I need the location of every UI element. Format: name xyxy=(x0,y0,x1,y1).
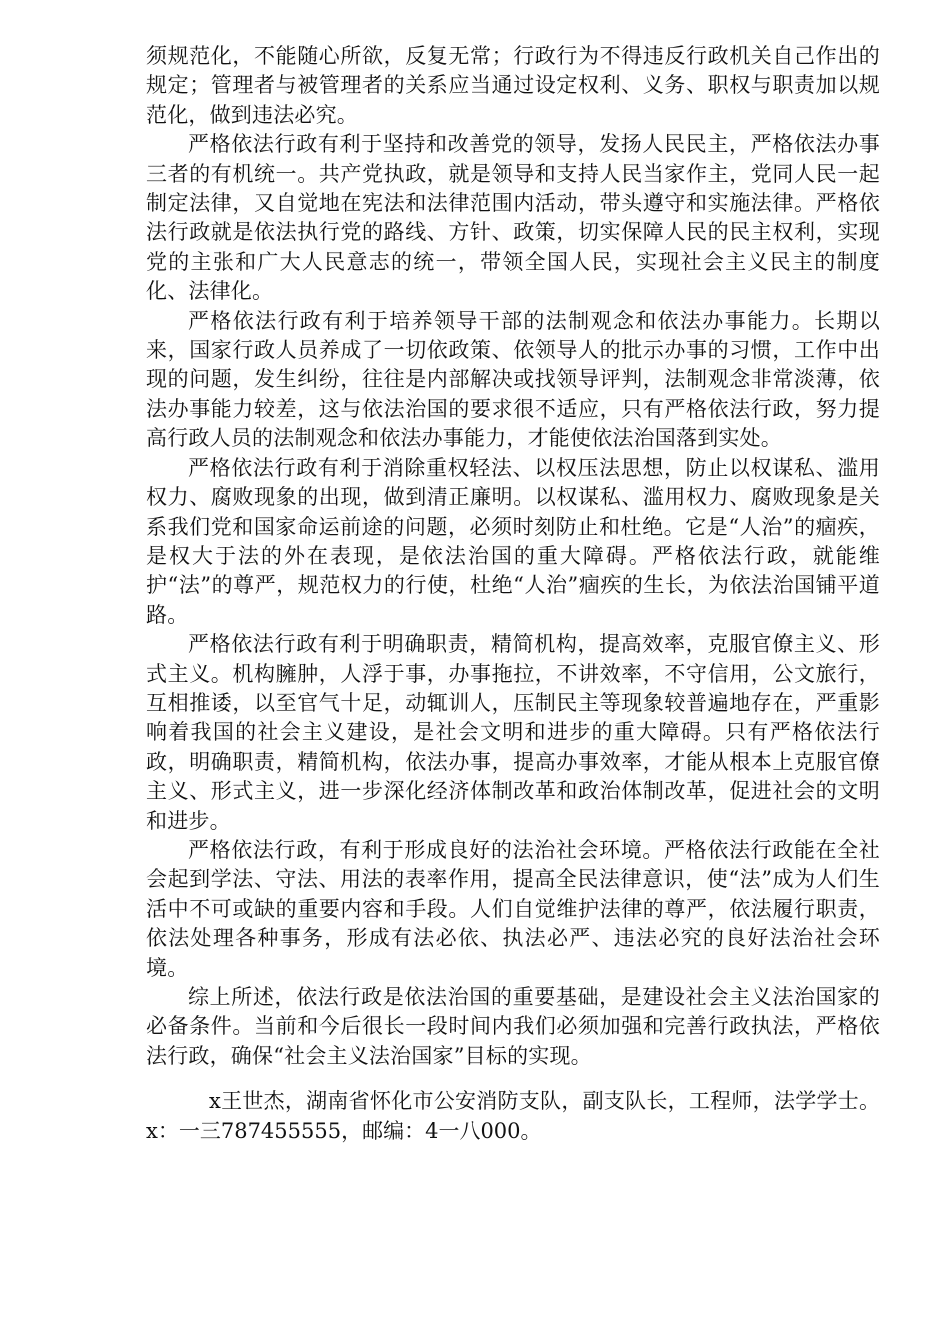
paragraph-anti-corruption: 严格依法行政有利于消除重权轻法、以权压法思想，防止以权谋私、滥用权力、腐败现象的出现，做到清正廉明。以权谋私、滥用权力、腐败现象是关系我们党和国家命运前途的问题，必须时刻防止和杜绝。它是“人治”的痼疾，是权大于法的外在表现，是依法治国的重大障碍。严格依法行政，就能维护“法”的尊严，规范权力的行使，杜绝“人治”痼疾的生长，为依法治国铺平道路。 xyxy=(146,455,880,627)
paragraph-legal-awareness: 严格依法行政有利于培养领导干部的法制观念和依法办事能力。长期以来，国家行政人员养成了一切依政策、依领导人的批示办事的习惯，工作中出现的问题，发生纠纷，往往是内部解决或找领导评判，法制观念非常淡薄，依法办事能力较差，这与依法治国的要求很不适应，只有严格依法行政，努力提高行政人员的法制观念和依法办事能力，才能使依法治国落到实处。 xyxy=(146,308,880,451)
document-page xyxy=(146,42,880,1146)
paragraph-continuation: 须规范化，不能随心所欲，反复无常；行政行为不得违反行政机关自己作出的规定；管理者与被管理者的关系应当通过设定权利、义务、职权与职责加以规范化，做到违法必究。 xyxy=(146,44,880,127)
paragraph-efficiency: 严格依法行政有利于明确职责，精简机构，提高效率，克服官僚主义、形式主义。机构臃肿，人浮于事，办事拖拉，不讲效率，不守信用，公文旅行，互相推诿，以至官气十足，动辄训人，压制民主等现象较普遍地存在，严重影响着我国的社会主义建设，是社会文明和进步的重大障碍。只有严格依法行政，明确职责，精简机构，依法办事，提高办事效率，才能从根本上克服官僚主义、形式主义，进一步深化经济体制改革和政治体制改革，促进社会的文明和进步。 xyxy=(146,632,880,833)
paragraph-social-environment: 严格依法行政，有利于形成良好的法治社会环境。严格依法行政能在全社会起到学法、守法、用法的表率作用，提高全民法律意识，使“法”成为人们生活中不可或缺的重要内容和手段。人们自觉维护法律的尊严，依法履行职责，依法处理各种事务，形成有法必依、执法必严、违法必究的良好法治社会环境。 xyxy=(146,837,880,980)
paragraph-party-leadership: 严格依法行政有利于坚持和改善党的领导，发扬人民民主，严格依法办事三者的有机统一。共产党执政，就是领导和支持人民当家作主，党同人民一起制定法律，又自觉地在宪法和法律范围内活动，带头遵守和实施法律。严格依法行政就是依法执行党的路线、方针、政策，切实保障人民的民主权利，实现党的主张和广大人民意志的统一，带领全国人民，实现社会主义民主的制度化、法律化。 xyxy=(146,132,880,304)
paragraph-conclusion: 综上所述，依法行政是依法治国的重要基础，是建设社会主义法治国家的必备条件。当前和今后很长一段时间内我们必须加强和完善行政执法，严格依法行政，确保“社会主义法治国家”目标的实现。 xyxy=(146,985,880,1068)
author-note: x王世杰，湖南省怀化市公安消防支队，副支队长，工程师，法学学士。x：一三787455555，邮编：4一八000。 xyxy=(146,1089,880,1143)
